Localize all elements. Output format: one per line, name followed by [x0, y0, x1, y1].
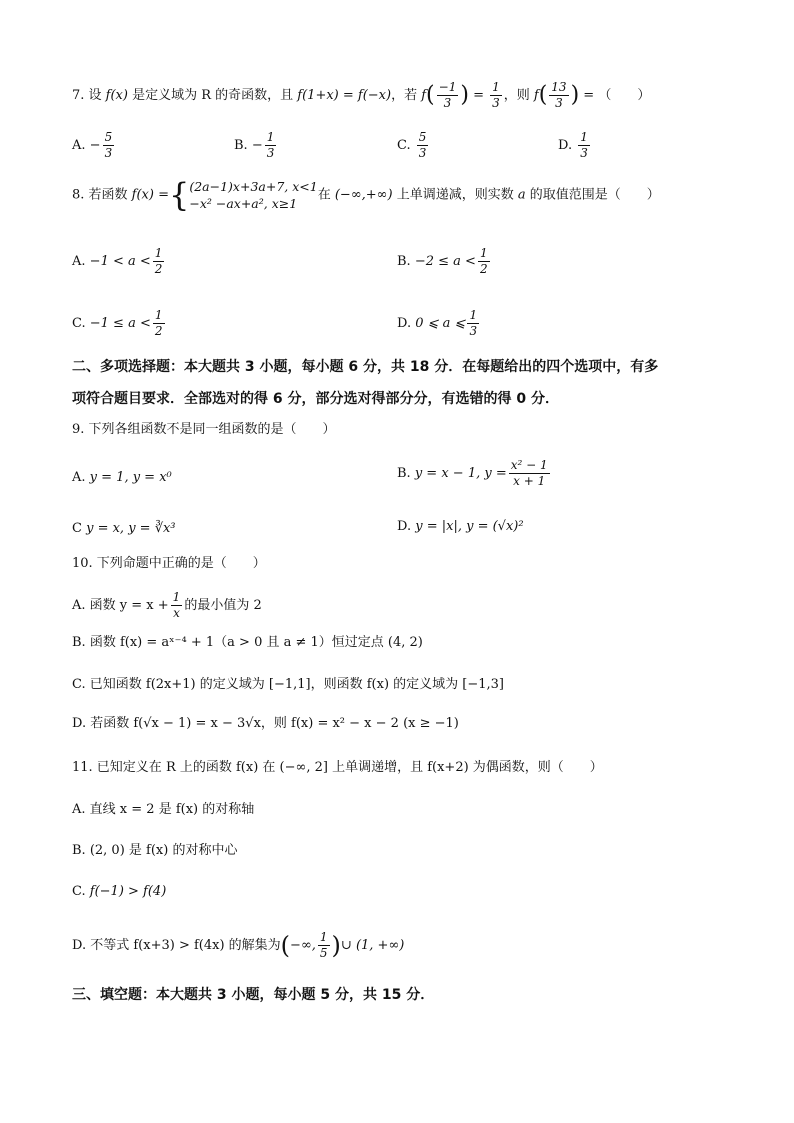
q9-option-a[interactable] — [72, 468, 172, 488]
question-10-stem: 10. 下列命题中正确的是（ ） — [72, 556, 266, 571]
option-label: A. — [72, 598, 86, 613]
option-fraction: $\frac{1}{2}$ — [154, 246, 163, 276]
option-text: 不等式 f(x+3) > f(4x) 的解集为 — [90, 938, 281, 953]
q10-option-a[interactable] — [72, 590, 262, 621]
q7-fx: f(x) — [105, 88, 128, 103]
option-label: B. — [72, 843, 86, 858]
option-label: B. — [397, 254, 411, 269]
question-9-stem: 9. 下列各组函数不是同一组函数的是（ ） — [72, 422, 336, 437]
q9-option-d[interactable] — [397, 517, 524, 537]
option-text: y = x, y = ∛x³ — [86, 521, 176, 536]
option-label: B. — [72, 635, 86, 650]
left-brace-icon: { — [168, 176, 190, 214]
q7-option-b[interactable] — [234, 130, 278, 161]
option-label: D. — [72, 716, 87, 731]
option-text: 函数 f(x) = aˣ⁻⁴ + 1（a > 0 且 a ≠ 1）恒过定点 (4, 2) — [89, 635, 423, 650]
option-text: 的最小值为 2 — [184, 598, 262, 613]
option-label: B. — [397, 466, 411, 481]
q7-option-c[interactable] — [397, 130, 430, 161]
q7-equation: f(1+x) = f(−x) — [297, 88, 392, 103]
q8-option-b[interactable] — [397, 246, 492, 277]
option-label: C. — [397, 138, 411, 153]
option-label: C. — [72, 884, 86, 899]
q7-text: ，则 — [503, 88, 534, 103]
q9-option-c[interactable] — [72, 519, 176, 539]
q8-case-1: (2a−1)x+3a+7, x<1 — [189, 179, 318, 194]
option-fraction: $\frac{1}{x}$ — [172, 590, 181, 620]
section-3-heading: 三、填空题：本大题共 3 小题，每小题 5 分，共 15 分． — [72, 987, 435, 1003]
question-8-stem — [72, 178, 660, 212]
q7-text: 是定义域为 R 的奇函数，且 — [127, 88, 298, 103]
option-label: A. — [72, 254, 86, 269]
q10-option-d[interactable] — [72, 714, 459, 734]
option-text: 函数 y = x + — [89, 598, 169, 613]
option-text: −1 < a < — [89, 254, 151, 269]
option-label: B. — [234, 138, 248, 153]
q7-f: f — [421, 88, 427, 103]
option-label: C — [72, 521, 82, 536]
option-text: −∞, — [290, 938, 316, 953]
option-fraction: $\frac{5}{3}$ — [418, 130, 427, 160]
q7-answer-paren: = （ ） — [579, 88, 651, 103]
option-text: 已知函数 f(2x+1) 的定义域为 [−1,1]，则函数 f(x) 的定义域为 [−1,3] — [89, 677, 504, 692]
option-label: D. — [397, 316, 412, 331]
option-text: y = x − 1, y = — [414, 466, 507, 481]
section-2-heading-line-2: 项符合题目要求．全部选对的得 6 分，部分选对得部分分，有选错的得 0 分． — [72, 391, 559, 407]
option-fraction: $\frac{1}{3}$ — [580, 130, 588, 160]
option-text: 直线 x = 2 是 f(x) 的对称轴 — [89, 802, 255, 817]
option-sign: − — [89, 138, 101, 153]
option-label: A. — [72, 138, 86, 153]
option-sign: − — [251, 138, 263, 153]
q7-text: 7. 设 — [72, 88, 106, 103]
q8-interval: (−∞,+∞) — [334, 187, 393, 203]
option-label: D. — [72, 938, 87, 953]
option-text: 0 ⩽ a ⩽ — [415, 316, 466, 331]
option-fraction: $\frac{5}{3}$ — [104, 130, 113, 160]
q10-option-b[interactable] — [72, 633, 423, 653]
question-11-stem: 11. 已知定义在 R 上的函数 f(x) 在 (−∞, 2] 上单调递增，且 f(x+2) 为偶函数，则（ ） — [72, 760, 603, 775]
q8-var-a: a — [517, 187, 526, 203]
q7-equals: = — [468, 88, 489, 103]
q8-case-2: −x² −ax+a², x≥1 — [189, 196, 298, 211]
q8-answer-paren: 的取值范围是（ ） — [525, 187, 660, 203]
q7-option-a[interactable] — [72, 130, 116, 161]
q8-text: 上单调递减，则实数 — [392, 187, 518, 203]
option-label: A. — [72, 470, 86, 485]
q9-option-b[interactable] — [397, 458, 552, 489]
q8-text: 在 — [317, 187, 335, 203]
option-label: A. — [72, 802, 86, 817]
q7-f: f — [533, 88, 539, 103]
option-text: f(−1) > f(4) — [89, 884, 167, 899]
option-text: −2 ≤ a < — [414, 254, 476, 269]
option-fraction: $\frac{1}{5}$ — [319, 930, 328, 960]
q11-option-b[interactable] — [72, 841, 237, 861]
q11-option-a[interactable] — [72, 800, 254, 820]
q7-text: ，若 — [391, 88, 422, 103]
q8-text: 8. 若函数 — [72, 187, 132, 203]
q8-piecewise — [189, 178, 317, 212]
section-2-heading-line-1: 二、多项选择题：本大题共 3 小题，每小题 6 分，共 18 分．在每题给出的四个选项中，有多 — [72, 359, 659, 375]
question-7-stem: 7. 设 f(x) 是定义域为 R 的奇函数，且 f(1+x) = f(−x)，若 f( $\frac{-1}{3}$ ) = $\frac{1}{3}$ ，则 f( $\frac{13}{3}$ ) = （ ） — [72, 80, 651, 110]
option-fraction: $\frac{1}{2}$ — [479, 246, 488, 276]
option-label: D. — [558, 138, 573, 153]
q8-option-d[interactable] — [397, 308, 481, 339]
option-text: (2, 0) 是 f(x) 的对称中心 — [89, 843, 238, 858]
q7-fraction-arg: $\frac{-1}{3}$ — [438, 80, 457, 110]
option-label: C. — [72, 316, 86, 331]
option-text: y = 1, y = x⁰ — [89, 470, 172, 485]
q8-option-a[interactable] — [72, 246, 166, 277]
option-text: 若函数 f(√x − 1) = x − 3√x，则 f(x) = x² − x − 2 (x ≥ −1) — [90, 716, 459, 731]
option-label: C. — [72, 677, 86, 692]
option-text: y = |x|, y = (√x)² — [415, 519, 524, 534]
q8-option-c[interactable] — [72, 308, 167, 339]
option-fraction: $\frac{\text{x² − 1}}{x + 1}$ — [510, 458, 548, 488]
q11-option-c[interactable] — [72, 882, 166, 902]
option-text: ∪ (1, +∞) — [340, 938, 405, 953]
q7-fraction-value: $\frac{1}{3}$ — [492, 80, 500, 110]
q8-fx: f(x) = — [131, 187, 169, 203]
q10-option-c[interactable] — [72, 675, 504, 695]
q7-option-d[interactable] — [558, 130, 592, 161]
q7-fraction-target: $\frac{13}{3}$ — [551, 80, 567, 110]
option-fraction: $\frac{1}{3}$ — [469, 308, 478, 338]
q11-option-d[interactable]: D. 不等式 f(x+3) > f(4x) 的解集为(−∞, $\frac{1}{5}$ )∪ (1, +∞) — [72, 930, 405, 960]
option-fraction: $\frac{1}{3}$ — [266, 130, 275, 160]
option-label: D. — [397, 519, 412, 534]
option-text: −1 ≤ a < — [89, 316, 151, 331]
option-fraction: $\frac{1}{2}$ — [154, 308, 163, 338]
